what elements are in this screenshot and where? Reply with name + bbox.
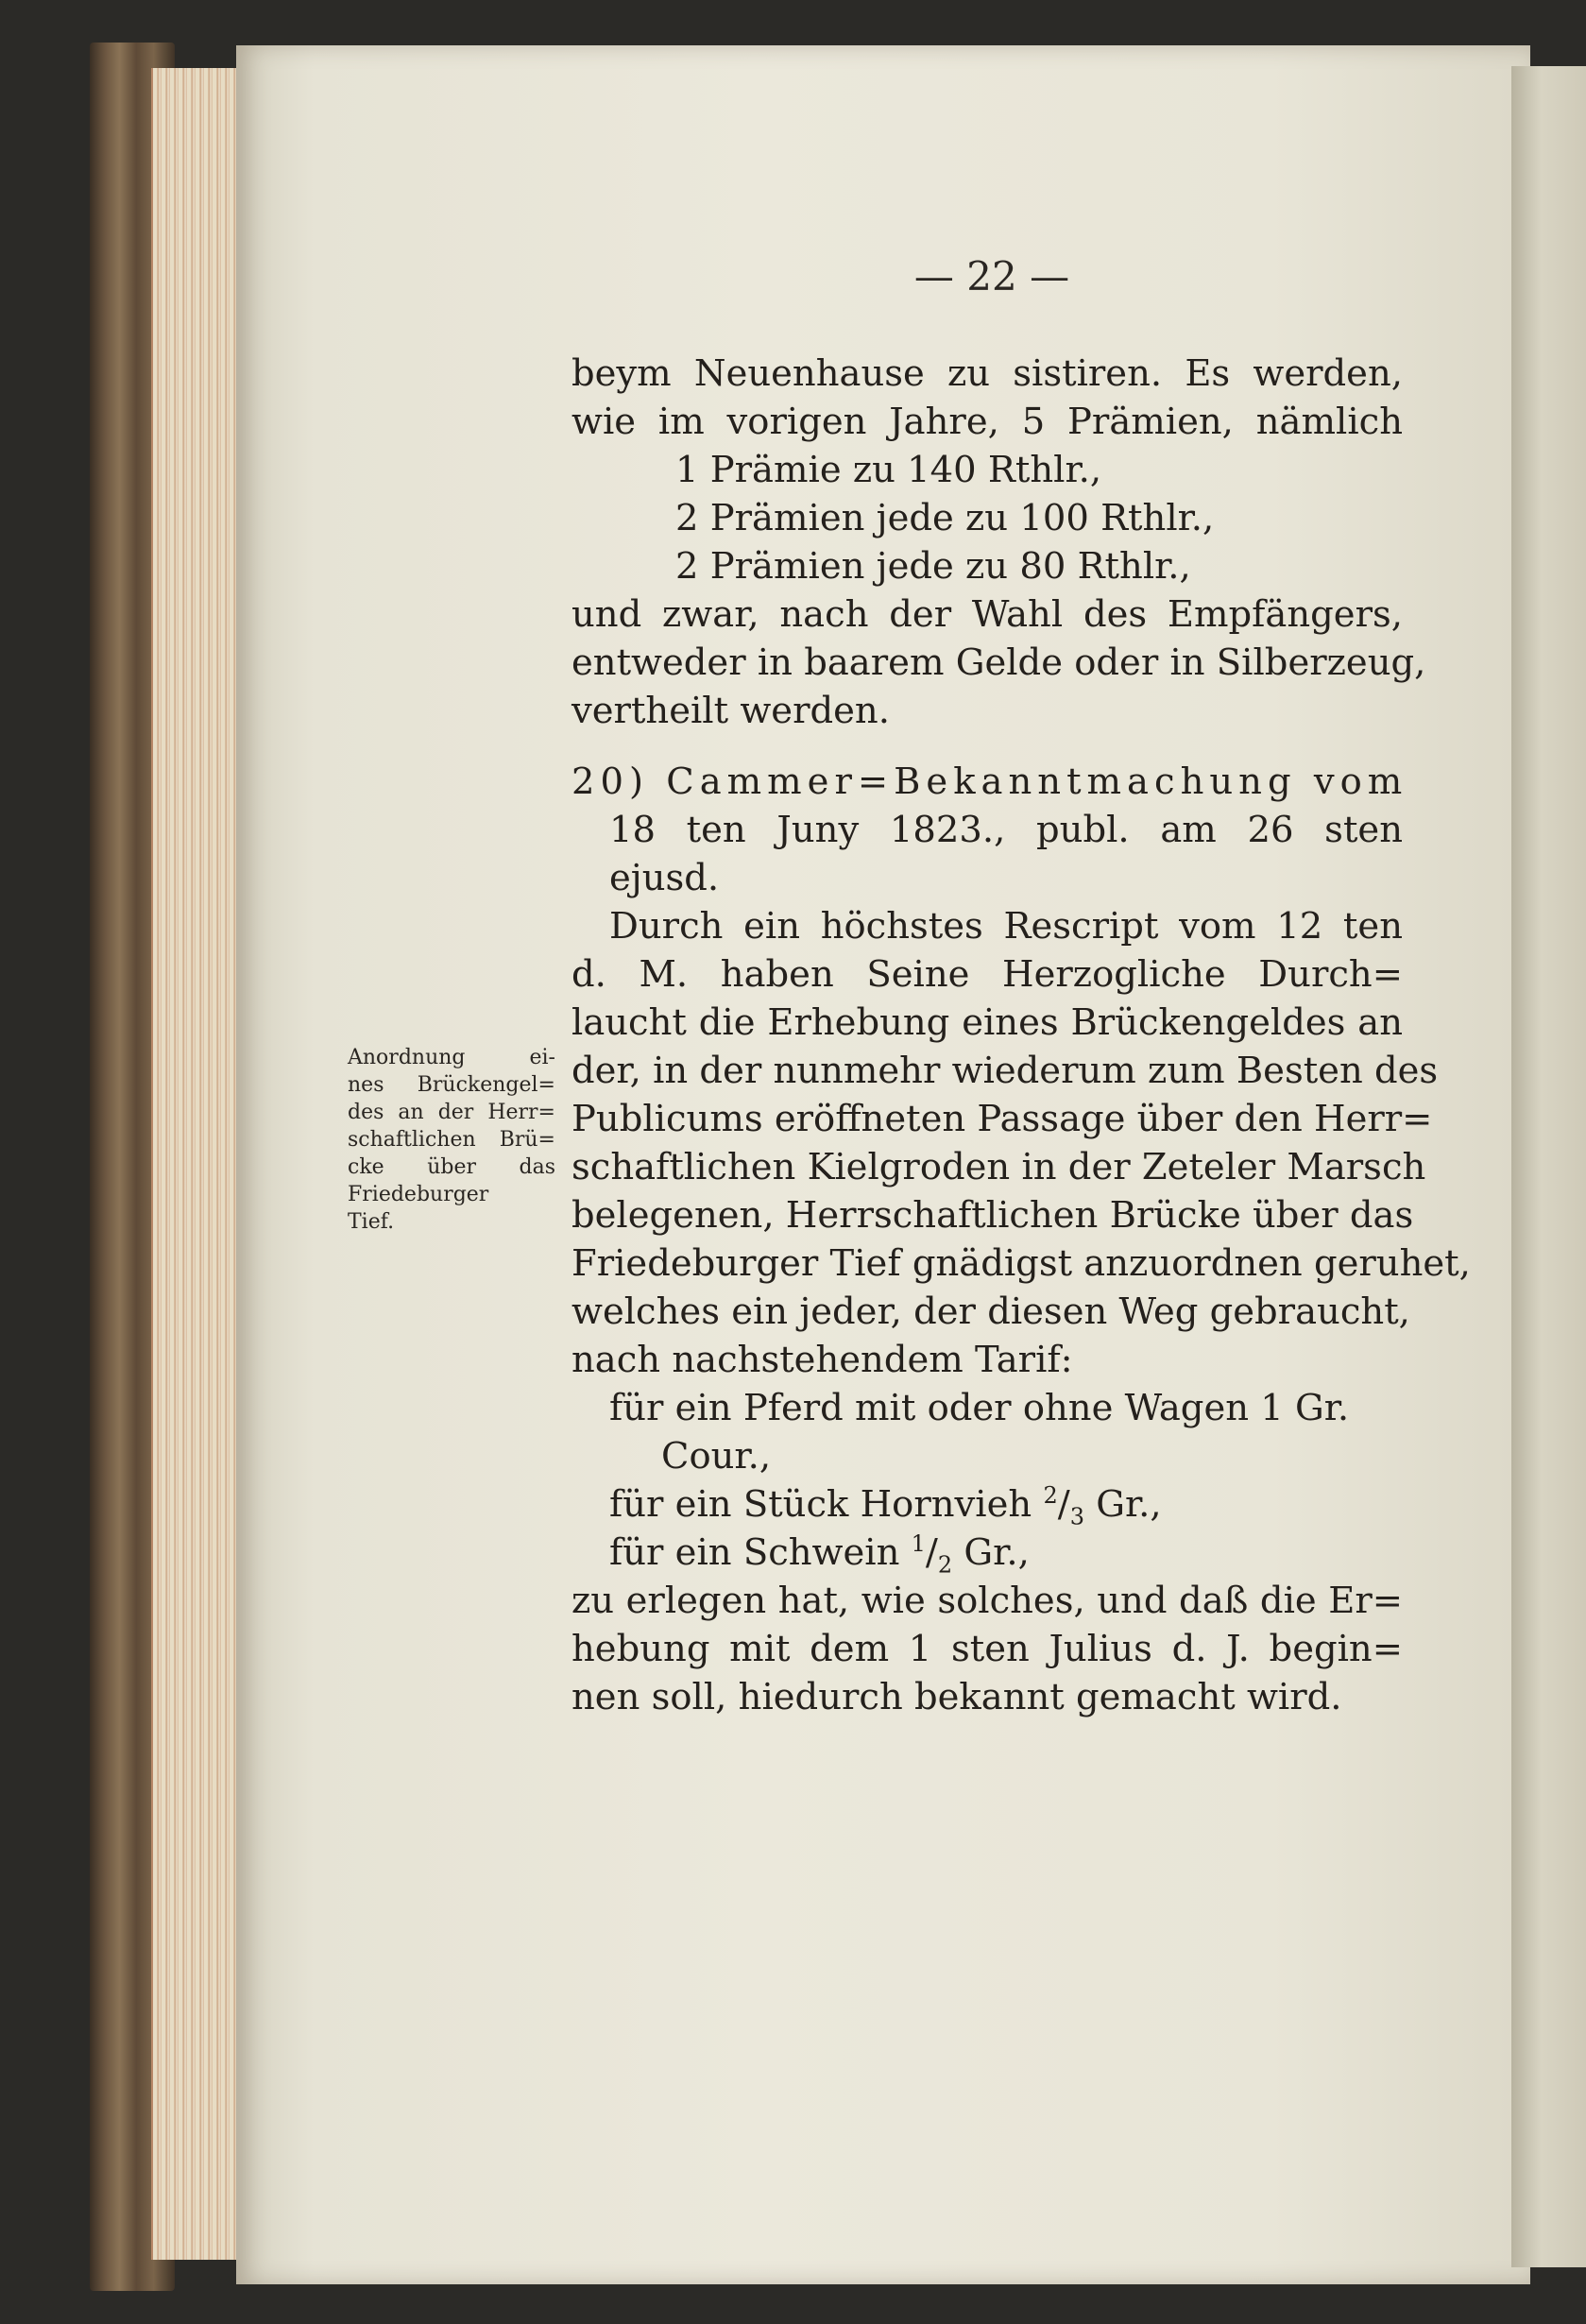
closing-line: zu erlegen hat, wie solches, und daß die Er= [571, 1580, 1403, 1622]
page-edges [151, 68, 243, 2260]
text-line: beym Neuenhause zu sistiren. Es werden, [571, 352, 1403, 395]
paragraph-line: schaftlichen Kielgroden in der Zeteler Marsch [571, 1146, 1426, 1188]
tariff-item-horse-cont: Cour., [661, 1435, 772, 1478]
premium-line: 2 Prämien jede zu 80 Rthlr., [675, 545, 1191, 588]
paragraph-line: Durch ein höchstes Rescript vom 12 ten [609, 905, 1403, 948]
paragraph-line: nach nachstehendem Tarif: [571, 1339, 1073, 1381]
section-heading: 20) Cammer=Bekanntmachung vom [571, 760, 1408, 803]
page-number: — 22 — [913, 253, 1070, 299]
paragraph-line: laucht die Erhebung eines Brückengeldes an [571, 1001, 1403, 1044]
paragraph-line: Friedeburger Tief gnädigst anzuordnen geruhet, [571, 1242, 1471, 1285]
paragraph-line: welches ein jeder, der diesen Weg gebraucht, [571, 1290, 1410, 1333]
margin-note-line: des an der Herr= [348, 1101, 555, 1124]
margin-note [348, 1044, 555, 1236]
margin-note-line: cke über das [348, 1155, 555, 1179]
premium-line: 2 Prämien jede zu 100 Rthlr., [675, 497, 1215, 539]
paragraph-line: d. M. haben Seine Herzogliche Durch= [571, 953, 1403, 996]
tariff-item-cattle: für ein Stück Hornvieh $^2/_3$ Gr., [609, 1482, 1162, 1530]
text-line: wie im vorigen Jahre, 5 Prämien, nämlich [571, 401, 1403, 443]
tariff-item-pig: für ein Schwein $^1/_2$ Gr., [609, 1530, 1030, 1579]
closing-line: nen soll, hiedurch bekannt gemacht wird. [571, 1676, 1342, 1718]
paragraph-line: der, in der nunmehr wiederum zum Besten des [571, 1050, 1439, 1092]
section-heading-ejusd: ejusd. [609, 857, 720, 899]
closing-line: hebung mit dem 1 sten Julius d. J. begin= [571, 1628, 1403, 1670]
premium-line: 1 Prämie zu 140 Rthlr., [675, 449, 1102, 491]
facing-page-edge [1511, 66, 1586, 2267]
paragraph-line: belegenen, Herrschaftlichen Brücke über das [571, 1194, 1414, 1237]
margin-note-line: Anordnung ei- [348, 1046, 555, 1069]
margin-note-line: Friedeburger [348, 1183, 489, 1206]
margin-note-line: schaftlichen Brü= [348, 1128, 555, 1152]
margin-note-line: nes Brückengel= [348, 1073, 555, 1097]
paragraph-line: Publicums eröffneten Passage über den Herr= [571, 1098, 1433, 1140]
section-heading-date: 18 ten Juny 1823., publ. am 26 sten [609, 809, 1403, 851]
margin-note-line: Tief. [348, 1210, 395, 1234]
tariff-item-horse: für ein Pferd mit oder ohne Wagen 1 Gr. [609, 1387, 1350, 1429]
text-line: vertheilt werden. [571, 690, 890, 732]
text-line: und zwar, nach der Wahl des Empfängers, [571, 593, 1403, 636]
text-line: entweder in baarem Gelde oder in Silberzeug, [571, 641, 1426, 684]
page-body [571, 350, 1471, 1721]
